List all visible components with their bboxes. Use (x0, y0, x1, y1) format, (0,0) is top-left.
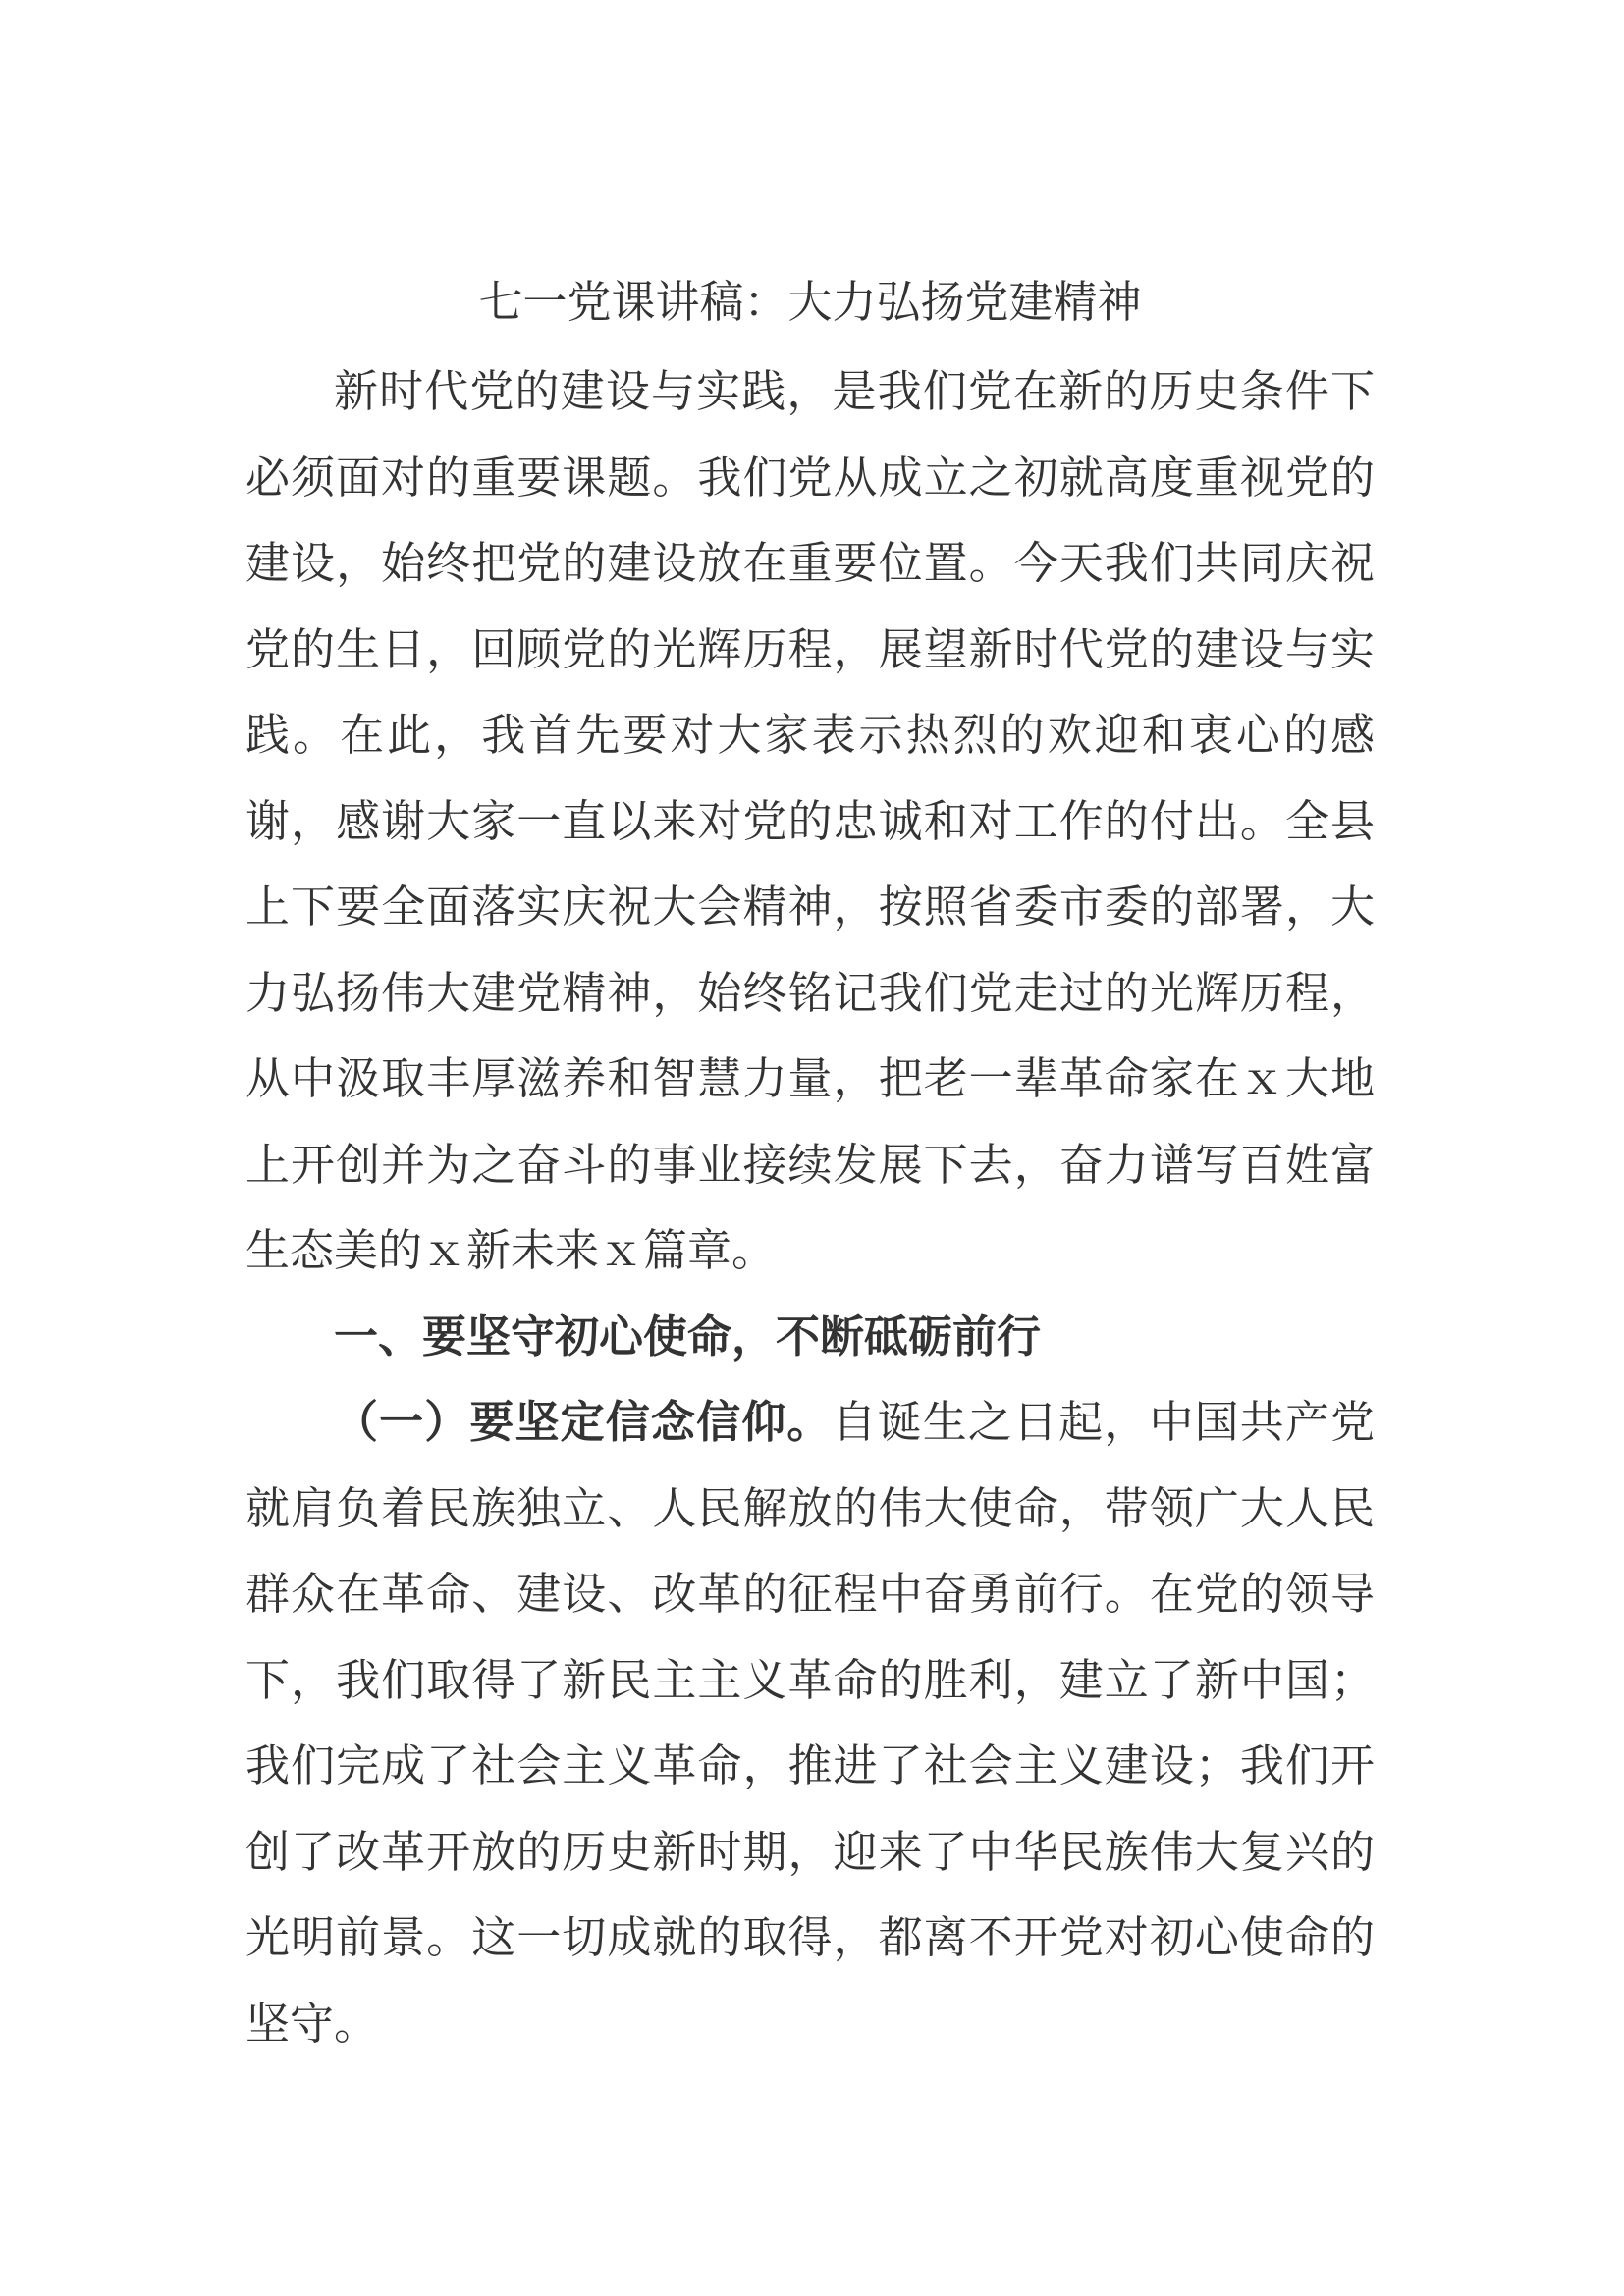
intro-paragraph: 新时代党的建设与实践，是我们党在新的历史条件下必须面对的重要课题。我们党从成立之初就高度重视党的建设，始终把党的建设放在重要位置。今天我们共同庆祝党的生日，回顾党的光辉历程，展望新时代党的建设与实践。在此，我首先要对大家表示热烈的欢迎和衷心的感谢，感谢大家一直以来对党的忠诚和对工作的付出。全县上下要全面落实庆祝大会精神，按照省委市委的部署，大力弘扬伟大建党精神，始终铭记我们党走过的光辉历程，从中汲取丰厚滋养和智慧力量，把老一辈革命家在ｘ大地上开创并为之奋斗的事业接续发展下去，奋力谱写百姓富生态美的ｘ新未来ｘ篇章。 (245, 365, 1375, 1276)
document-body (245, 255, 1375, 2066)
document-title: 七一党课讲稿：大力弘扬党建精神 (478, 276, 1142, 328)
subsection-body: 自诞生之日起，中国共产党就肩负着民族独立、人民解放的伟大使命，带领广大人民群众在革命、建设、改革的征程中奋勇前行。在党的领导下，我们取得了新民主主义革命的胜利，建立了新中国；我们完成了社会主义革命，推进了社会主义建设；我们开创了改革开放的历史新时期，迎来了中华民族伟大复兴的光明前景。这一切成就的取得，都离不开党对初心使命的坚守。 (245, 1396, 1375, 2050)
subsection-lead: （一）要坚定信念信仰。 (334, 1396, 833, 1448)
section-heading: 一、要坚守初心使命，不断砥砺前行 (334, 1309, 1042, 1362)
subsection-paragraph (245, 1379, 1375, 2066)
